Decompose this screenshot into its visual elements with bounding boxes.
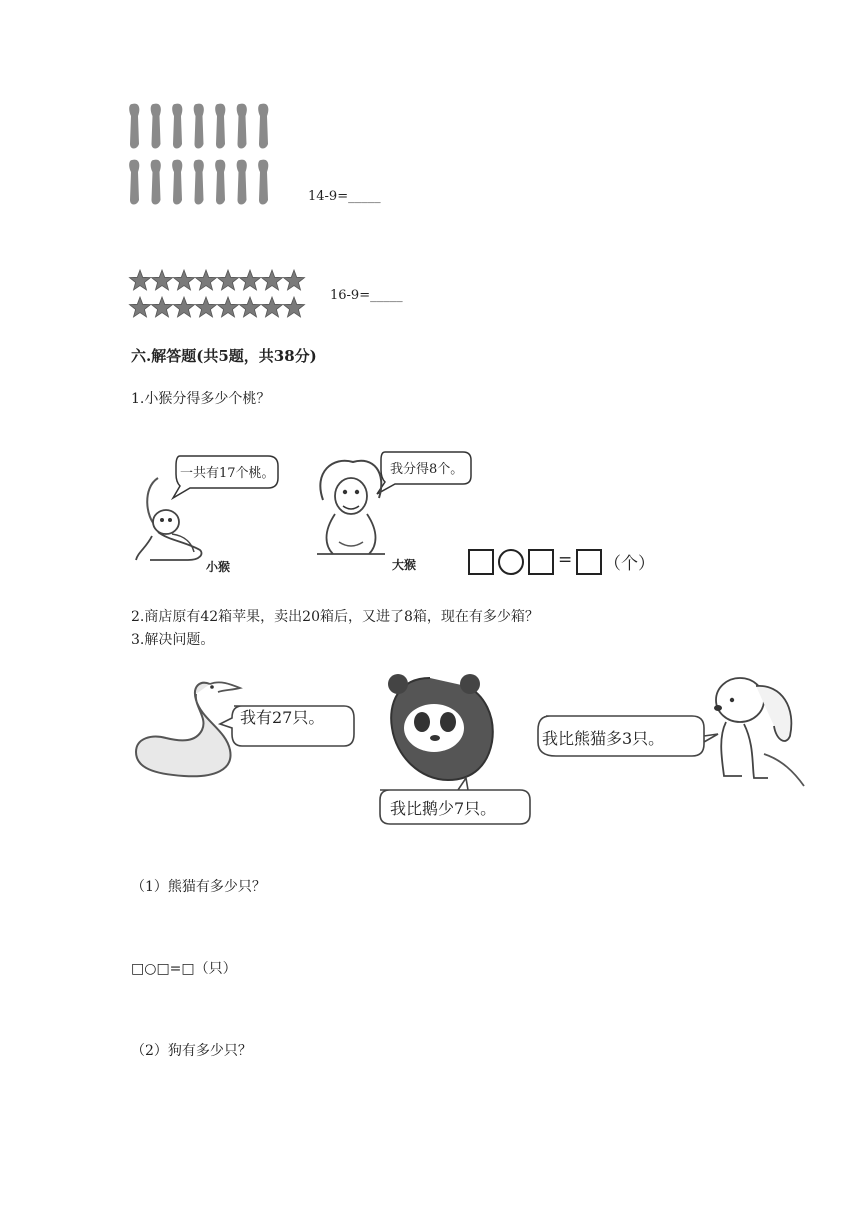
panda-bubble: 我比鹅少7只。 bbox=[390, 799, 497, 818]
star-icon bbox=[284, 270, 305, 290]
bar-group bbox=[120, 96, 290, 211]
sub-question-2: （2）狗有多少只？ bbox=[131, 1043, 252, 1059]
goose-illustration bbox=[130, 672, 360, 784]
equals-sign: = bbox=[558, 550, 573, 570]
bar-icon bbox=[151, 160, 161, 205]
star-icon bbox=[130, 297, 151, 317]
big-monkey-caption: 大猴 bbox=[392, 558, 417, 572]
bar-icon bbox=[129, 104, 139, 149]
small-monkey-bubble: 一共有17个桃。 bbox=[180, 466, 275, 481]
bar-icon bbox=[237, 160, 247, 205]
bar-icon bbox=[215, 104, 225, 149]
sub-question-1: （1）熊猫有多少只？ bbox=[131, 879, 266, 895]
operator-circle bbox=[498, 549, 524, 575]
answer-box bbox=[576, 549, 602, 575]
star-icon bbox=[240, 297, 261, 317]
bar-icon bbox=[194, 160, 204, 205]
star-icon bbox=[240, 270, 261, 290]
star-icon bbox=[262, 297, 283, 317]
unit-label: （个） bbox=[604, 554, 655, 574]
star-icon bbox=[218, 270, 239, 290]
equation-14-minus-9: 14-9=_____ bbox=[308, 189, 381, 204]
bar-icon bbox=[151, 104, 161, 149]
equation-16-minus-9: 16-9=_____ bbox=[330, 288, 403, 303]
star-icon bbox=[152, 270, 173, 290]
star-icon bbox=[196, 270, 217, 290]
star-icon bbox=[130, 270, 151, 290]
star-icon bbox=[152, 297, 173, 317]
star-icon bbox=[174, 270, 195, 290]
goose-bubble: 我有27只。 bbox=[240, 708, 325, 727]
star-icon bbox=[262, 270, 283, 290]
bar-icon bbox=[172, 104, 182, 149]
bar-icon bbox=[129, 160, 139, 205]
star-group bbox=[128, 268, 313, 323]
question-1-text: 1.小猴分得多少个桃？ bbox=[131, 391, 271, 407]
answer-box bbox=[528, 549, 554, 575]
big-monkey-bubble: 我分得8个。 bbox=[390, 462, 464, 477]
answer-box bbox=[468, 549, 494, 575]
bar-icon bbox=[215, 160, 225, 205]
question-3-text: 3.解决问题。 bbox=[131, 632, 215, 648]
small-monkey-caption: 小猴 bbox=[206, 560, 231, 574]
bar-icon bbox=[237, 104, 247, 149]
star-icon bbox=[174, 297, 195, 317]
star-icon bbox=[196, 297, 217, 317]
star-icon bbox=[284, 297, 305, 317]
star-icon bbox=[218, 297, 239, 317]
question-2-text: 2.商店原有42箱苹果，卖出20箱后，又进了8箱，现在有多少箱？ bbox=[131, 609, 539, 625]
bar-icon bbox=[194, 104, 204, 149]
bar-icon bbox=[172, 160, 182, 205]
answer-formula: □○□=□（只） bbox=[131, 961, 237, 977]
bar-icon bbox=[258, 160, 268, 205]
dog-bubble: 我比熊猫多3只。 bbox=[542, 729, 665, 748]
section-heading: 六.解答题(共5题，共38分) bbox=[131, 347, 317, 365]
bar-icon bbox=[258, 104, 268, 149]
